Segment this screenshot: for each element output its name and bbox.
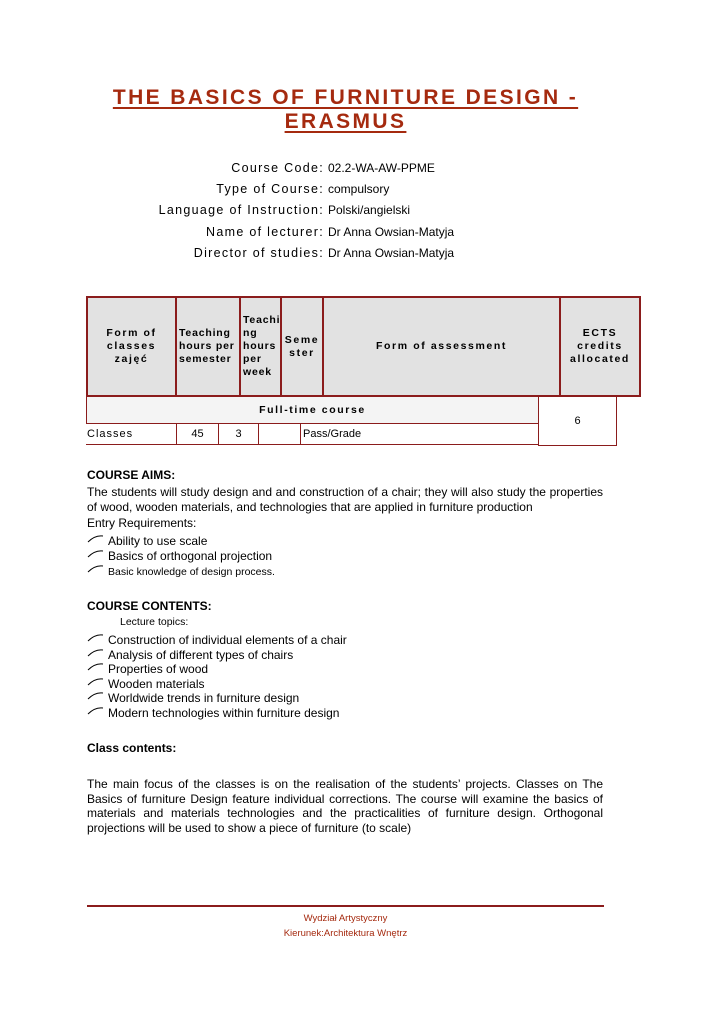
header-semester (282, 296, 324, 397)
header-thw-line-2: ng (243, 327, 258, 339)
course-code-label: Course Code: (231, 161, 324, 175)
document-title (87, 86, 604, 134)
course-type-value: compulsory (328, 182, 390, 196)
lecturer-label: Name of lecturer: (206, 225, 324, 239)
arc-bullet-icon (87, 706, 104, 715)
row-form-cell (86, 424, 177, 445)
requirement-text: Basics of orthogonal projection (108, 549, 273, 563)
lecture-topics-label: Lecture topics: (120, 616, 189, 628)
course-aims-heading: COURSE AIMS: (87, 468, 176, 482)
header-ths-line-3: semester (179, 353, 232, 365)
header-ths-line-1: Teaching (179, 327, 231, 339)
header-form-line-3: zajęć (114, 353, 149, 365)
topic-item (87, 633, 347, 648)
topic-text: Analysis of different types of chairs (108, 648, 294, 662)
language-label: Language of Instruction: (158, 203, 324, 217)
director-value: Dr Anna Owsian-Matyja (328, 246, 455, 260)
full-time-course-label: Full-time course (259, 404, 366, 416)
arc-bullet-icon (87, 564, 104, 573)
header-assessment-label: Form of assessment (376, 340, 507, 352)
header-sem-line-2: ster (289, 346, 315, 359)
requirement-item (87, 564, 275, 580)
title-line-1: THE BASICS OF FURNITURE DESIGN - (112, 86, 579, 109)
ects-value-cell (538, 396, 617, 446)
full-time-course-row (86, 396, 539, 424)
footer-field: Kierunek:Architektura Wnętrz (283, 928, 408, 939)
header-thw-line-5: week (243, 366, 272, 378)
row-form: Classes (87, 428, 134, 440)
language-value: Polski/angielski (328, 203, 411, 217)
director-label: Director of studies: (193, 246, 324, 260)
footer-faculty: Wydział Artystyczny (303, 913, 388, 924)
course-code-value: 02.2-WA-AW-PPME (328, 161, 435, 175)
row-hours-semester-cell (177, 424, 219, 445)
requirement-text: Ability to use scale (108, 534, 208, 548)
header-sem-line-1: Seme (284, 333, 320, 346)
header-ths-line-2: hours per (179, 340, 235, 352)
header-teaching-hours-semester (177, 296, 241, 397)
arc-bullet-icon (87, 662, 104, 671)
topic-item (87, 648, 293, 663)
row-hours-semester: 45 (191, 428, 204, 440)
topic-text: Wooden materials (108, 677, 205, 691)
row-hours-week: 3 (235, 428, 242, 440)
row-assessment: Pass/Grade (303, 428, 362, 440)
entry-requirements-label: Entry Requirements: (87, 516, 197, 530)
ects-value: 6 (574, 414, 581, 427)
course-contents-heading: COURSE CONTENTS: (87, 599, 212, 613)
arc-bullet-icon (87, 677, 104, 686)
arc-bullet-icon (87, 633, 104, 642)
arc-bullet-icon (87, 648, 104, 657)
requirement-text: Basic knowledge of design process. (108, 566, 275, 578)
title-line-2: ERASMUS (284, 110, 407, 133)
arc-bullet-icon (87, 549, 104, 558)
course-aims-text: The students will study design and and construction of a chair; they will also study the properties of wood, wooden materials, and technologies that are applied in furniture production (87, 485, 603, 514)
header-thw-line-3: hours (243, 340, 277, 352)
requirement-item (87, 534, 207, 549)
topic-text: Worldwide trends in furniture design (108, 691, 300, 705)
course-type-label: Type of Course: (216, 182, 324, 196)
header-form-line-2: classes (106, 340, 157, 352)
header-form-of-classes (86, 296, 177, 397)
header-form-line-1: Form of (106, 327, 157, 339)
topic-item (87, 691, 299, 706)
header-thw-line-1: Teachi (243, 314, 281, 326)
header-ects-line-2: credits (577, 340, 623, 352)
header-ects-line-1: ECTS (582, 327, 618, 339)
arc-bullet-icon (87, 691, 104, 700)
header-form-of-assessment (324, 296, 561, 397)
header-thw-line-4: per (243, 353, 262, 365)
row-hours-week-cell (219, 424, 259, 445)
requirement-item (87, 549, 272, 564)
row-semester-cell (259, 424, 301, 445)
arc-bullet-icon (87, 534, 104, 543)
topic-text: Properties of wood (108, 662, 209, 676)
topic-text: Construction of individual elements of a chair (108, 633, 347, 647)
topic-item (87, 662, 208, 677)
topic-item (87, 706, 339, 721)
header-teaching-hours-week (241, 296, 282, 397)
header-ects-line-3: allocated (570, 353, 630, 365)
class-contents-text: The main focus of the classes is on the realisation of the students’ projects. Classes on The Basics of furniture Design feature individual corrections. The course will examine the basics of materials and materials technologies and the practicalities of furniture design. Orthogonal projections will be used to show a piece of furniture (to scale) (87, 777, 603, 835)
footer-divider (87, 905, 604, 907)
lecturer-value: Dr Anna Owsian-Matyja (328, 225, 455, 239)
header-ects (561, 296, 641, 397)
class-contents-heading: Class contents: (87, 741, 177, 755)
topic-text: Modern technologies within furniture design (108, 706, 340, 720)
row-assessment-cell (301, 424, 539, 445)
topic-item (87, 677, 205, 692)
